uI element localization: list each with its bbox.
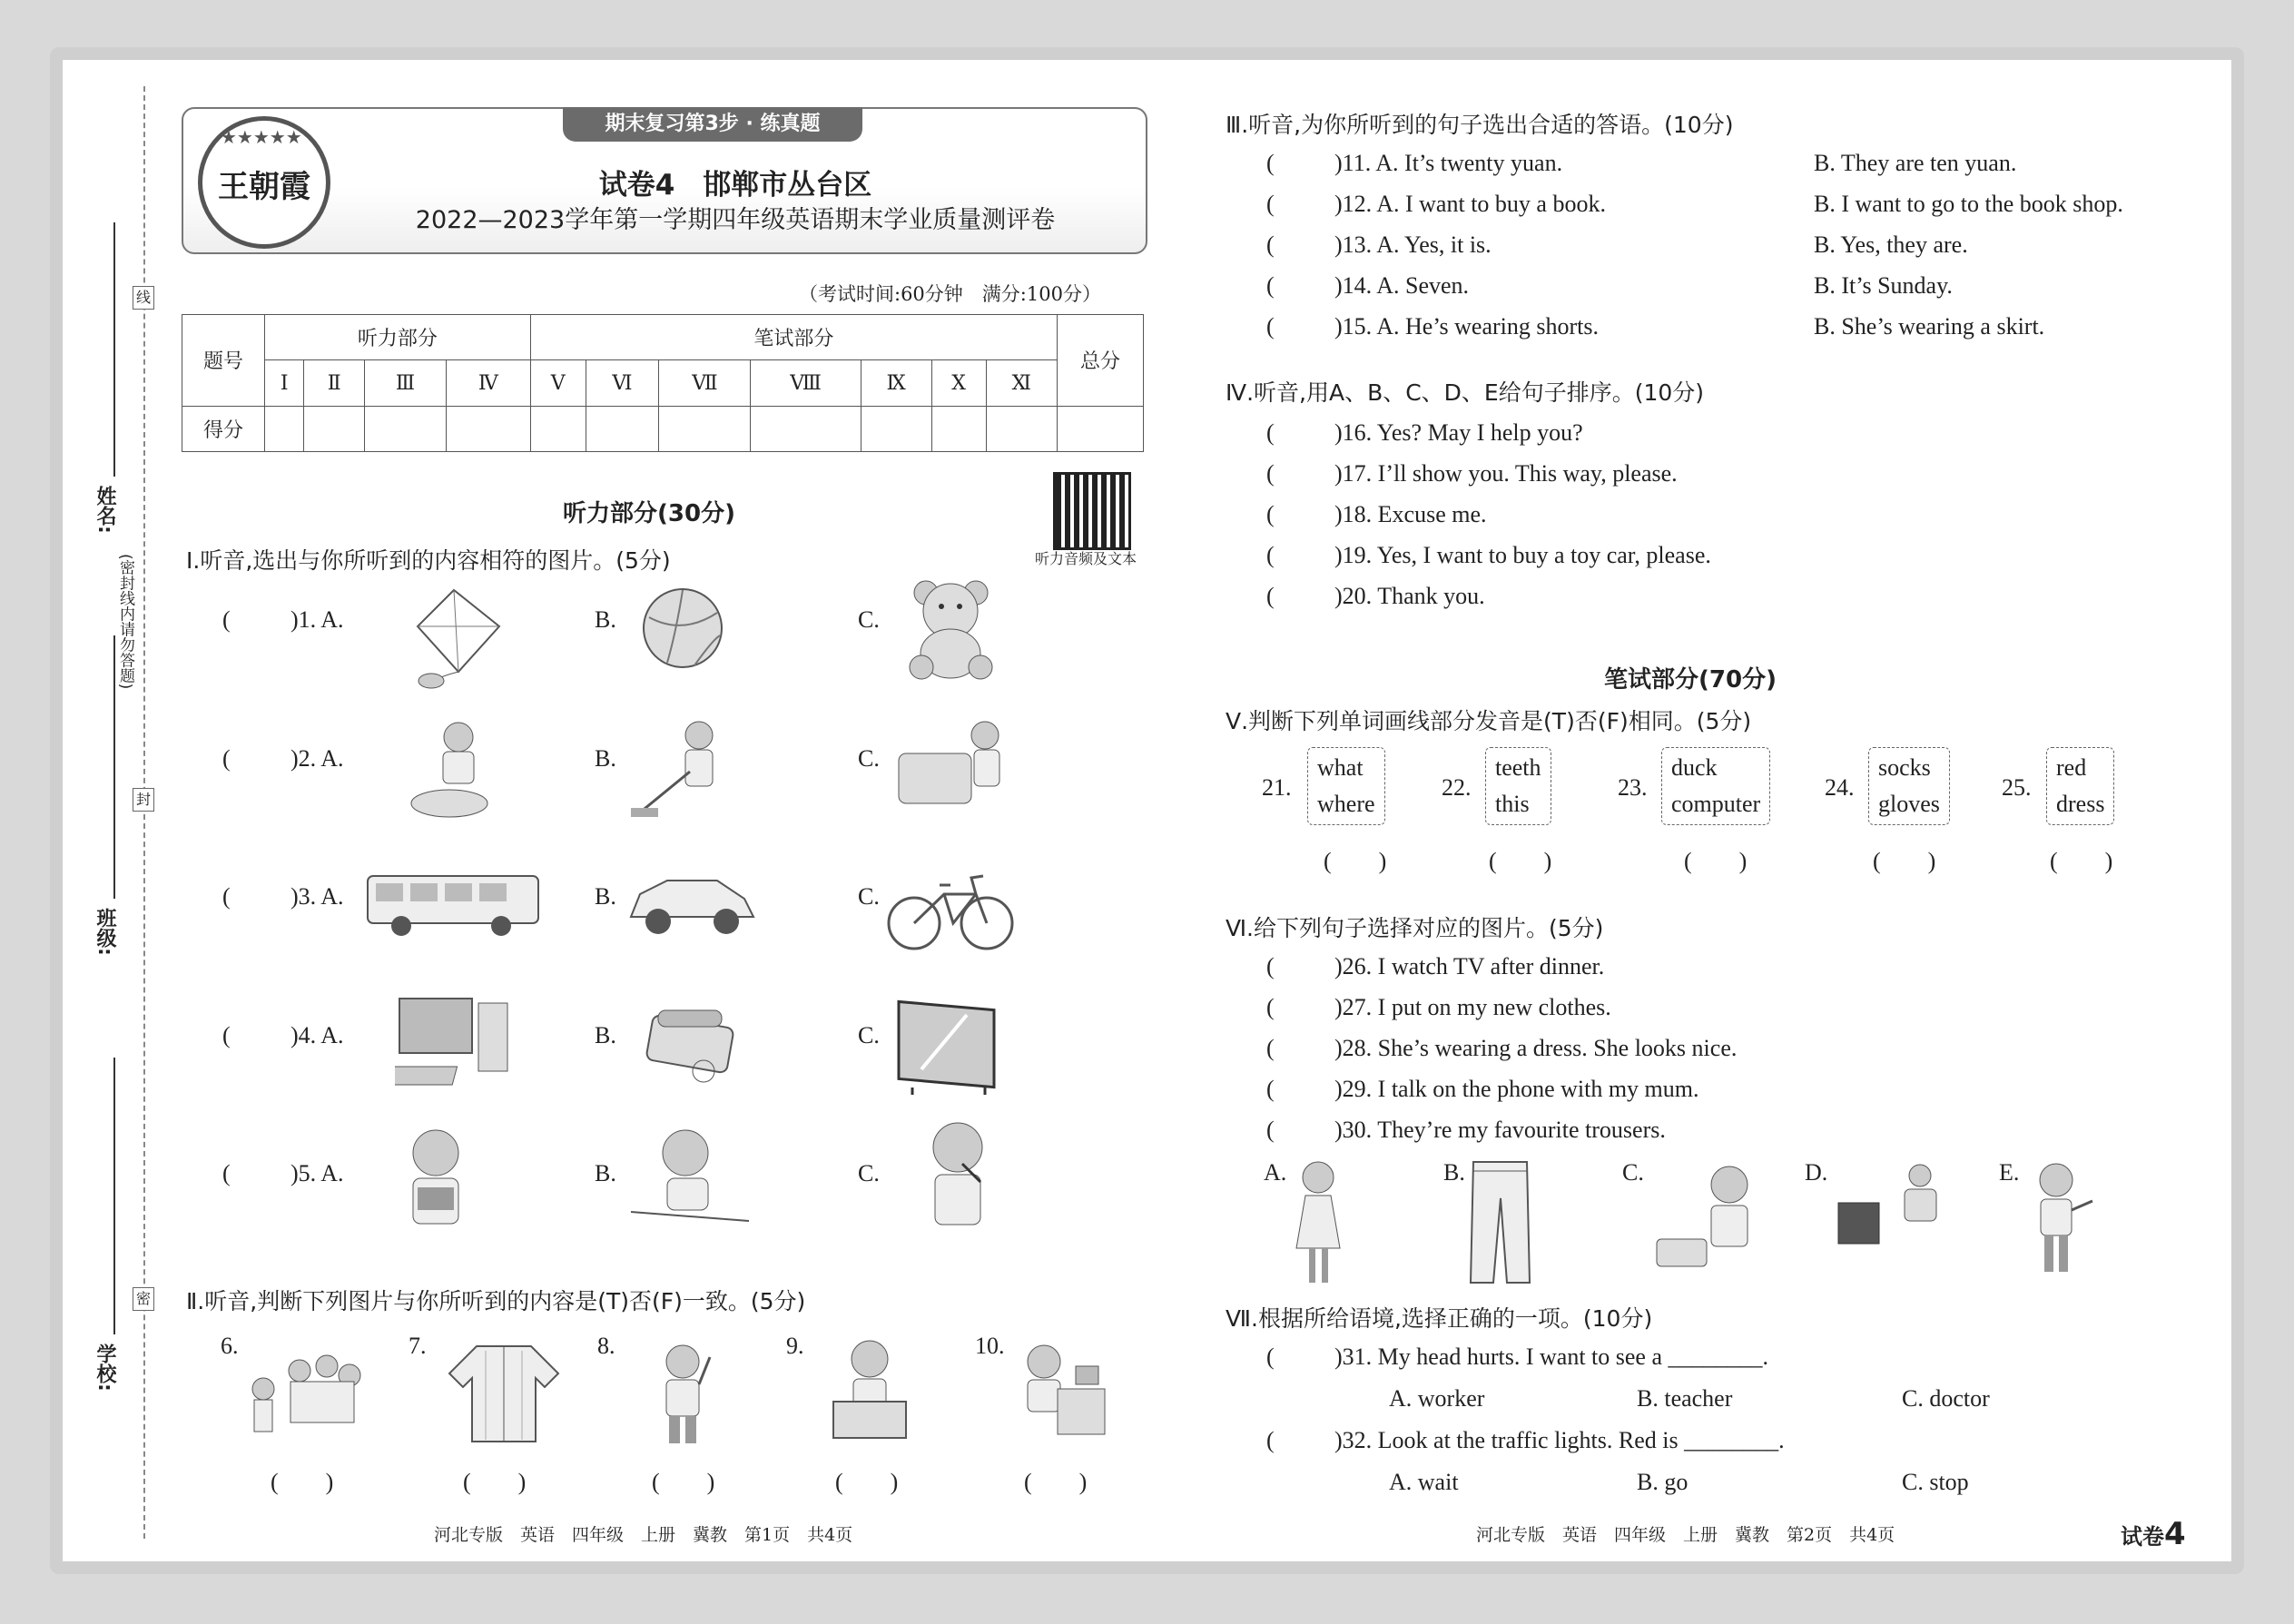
part5-title: Ⅴ.判断下列单词画线部分发音是(T)否(F)相同。(5分)	[1226, 708, 1752, 734]
kids-playing-icon[interactable]	[245, 1343, 368, 1443]
q24-word1: socks	[1878, 754, 1931, 781]
q32: )32. Look at the traffic lights. Red is ________.	[1334, 1427, 1785, 1453]
q15-option-b: B. She’s wearing a skirt.	[1814, 313, 2045, 340]
option-c-label: C.	[858, 745, 880, 772]
answer-paren[interactable]: (	[1266, 272, 1275, 299]
q22-paren[interactable]: ( )	[1489, 848, 1552, 874]
q11-option-b: B. They are ten yuan.	[1814, 150, 2017, 176]
class-field[interactable]	[113, 635, 115, 899]
q12-option-b: B. I want to go to the book shop.	[1814, 191, 2123, 217]
q25-word1: red	[2056, 754, 2087, 781]
answer-paren[interactable]: (	[222, 1022, 231, 1048]
answer-paren[interactable]: (	[1266, 1035, 1275, 1061]
label-score: 得分	[182, 406, 265, 451]
q24-number: 24.	[1825, 774, 1855, 801]
girl-writing-icon[interactable]	[626, 1126, 753, 1230]
q15: )15. A. He’s wearing shorts.	[1334, 313, 1600, 340]
q24-paren[interactable]: ( )	[1873, 848, 1936, 874]
label-writing: 笔试部分	[530, 315, 1057, 360]
volleyball-icon[interactable]	[640, 586, 726, 672]
teacher-at-desk-icon[interactable]	[1017, 1339, 1108, 1443]
item-9-number: 9.	[786, 1333, 804, 1359]
answer-paren[interactable]: (	[1266, 313, 1275, 340]
question-number: )4. A.	[290, 1022, 344, 1048]
q16: )16. Yes? May I help you?	[1334, 419, 1583, 446]
name-field[interactable]	[113, 222, 115, 477]
q22-word1: teeth	[1495, 754, 1541, 781]
q23-paren[interactable]: ( )	[1684, 848, 1748, 874]
q18: )18. Excuse me.	[1334, 501, 1487, 527]
numeral-5: Ⅴ	[530, 360, 586, 406]
option-c-label: C.	[858, 1160, 880, 1186]
numeral-3: Ⅲ	[365, 360, 447, 406]
q14-option-b: B. It’s Sunday.	[1814, 272, 1953, 299]
q23-words	[1661, 747, 1770, 825]
q14: )14. A. Seven.	[1334, 272, 1470, 299]
wash-clothes-icon[interactable]	[409, 717, 499, 822]
numeral-2: Ⅱ	[304, 360, 365, 406]
answer-paren[interactable]: (	[1266, 501, 1275, 527]
part4-title: Ⅳ.听音,用A、B、C、D、E给句子排序。(10分)	[1226, 379, 1705, 406]
paper-title: 试卷4 邯郸市丛台区	[598, 169, 872, 202]
option-e-label: E.	[1999, 1159, 2020, 1186]
answer-paren[interactable]: (	[1266, 994, 1275, 1020]
side-mark-xian: 线	[133, 286, 154, 310]
label-listening: 听力部分	[265, 315, 531, 360]
brand-logo	[198, 116, 330, 249]
answer-paren[interactable]: (	[1266, 231, 1275, 258]
option-b-label-vi: B.	[1443, 1159, 1465, 1186]
phone-icon[interactable]	[640, 1003, 740, 1085]
school-label: 学校:	[94, 1343, 116, 1392]
part3-title: Ⅲ.听音,为你所听到的句子选出合适的答语。(10分)	[1226, 112, 1734, 138]
answer-paren[interactable]: (	[1266, 583, 1275, 609]
answer-paren[interactable]: (	[222, 745, 231, 772]
q13-option-b: B. Yes, they are.	[1814, 231, 1968, 258]
option-c-label-vi: C.	[1622, 1159, 1644, 1186]
seal-note: (密封线内请勿答题)	[116, 554, 134, 690]
paper-number-value: 4	[2164, 1516, 2186, 1552]
q32-option-a[interactable]: A. wait	[1389, 1469, 1459, 1495]
bike-icon[interactable]	[885, 867, 1017, 953]
option-b-label: B.	[595, 1160, 616, 1186]
numeral-9: Ⅸ	[861, 360, 931, 406]
item-7-paren[interactable]: ( )	[463, 1469, 527, 1495]
school-field[interactable]	[113, 1058, 115, 1334]
item-10-number: 10.	[975, 1333, 1005, 1359]
question-number: )2. A.	[290, 745, 344, 772]
q32-option-b[interactable]: B. go	[1637, 1469, 1689, 1495]
q12: )12. A. I want to buy a book.	[1334, 191, 1606, 217]
option-b-label: B.	[595, 883, 616, 910]
exam-info: （考试时间:60分钟 满分:100分）	[799, 283, 1101, 305]
footer-left: 河北专版 英语 四年级 上册 冀教 第1页 共4页	[434, 1525, 853, 1545]
q23-word2: computer	[1671, 791, 1761, 817]
score-cell[interactable]	[446, 406, 530, 451]
make-bed-icon[interactable]	[894, 717, 1008, 817]
item-6-paren[interactable]: ( )	[271, 1469, 334, 1495]
boy-brushing-teeth-icon[interactable]	[917, 1118, 999, 1236]
item-8-number: 8.	[597, 1333, 615, 1359]
item-6-number: 6.	[221, 1333, 239, 1359]
numeral-4: Ⅳ	[446, 360, 530, 406]
option-d-label: D.	[1805, 1159, 1828, 1186]
answer-paren[interactable]: (	[222, 883, 231, 910]
item-7-number: 7.	[409, 1333, 427, 1359]
answer-paren[interactable]: (	[1266, 460, 1275, 487]
numeral-1: Ⅰ	[265, 360, 304, 406]
numeral-8: Ⅷ	[751, 360, 861, 406]
sweep-floor-icon[interactable]	[626, 717, 731, 826]
q23-word1: duck	[1671, 754, 1718, 781]
paper-subtitle: 2022—2023学年第一学期四年级英语期末学业质量测评卷	[415, 206, 1056, 234]
logo-name: 王朝霞	[218, 169, 310, 205]
qr-label: 听力音频及文本	[1035, 550, 1137, 567]
q24-word2: gloves	[1878, 791, 1940, 817]
q32-option-c[interactable]: C. stop	[1902, 1469, 1969, 1495]
q13: )13. A. Yes, it is.	[1334, 231, 1492, 258]
answer-paren[interactable]: (	[1266, 542, 1275, 568]
option-a-label: A.	[1264, 1159, 1287, 1186]
numeral-7: Ⅶ	[659, 360, 751, 406]
q25-words	[2046, 747, 2114, 825]
computer-icon[interactable]	[395, 994, 513, 1094]
option-b-label: B.	[595, 606, 616, 633]
numeral-6: Ⅵ	[586, 360, 659, 406]
score-cell[interactable]	[659, 406, 751, 451]
answer-paren[interactable]: (	[1266, 1343, 1275, 1370]
score-cell[interactable]	[586, 406, 659, 451]
part7-title: Ⅶ.根据所给语境,选择正确的一项。(10分)	[1226, 1305, 1653, 1332]
q21-number: 21.	[1262, 774, 1292, 801]
q23-number: 23.	[1618, 774, 1648, 801]
item-9-paren[interactable]: ( )	[835, 1469, 899, 1495]
trousers-icon[interactable]	[1466, 1157, 1534, 1289]
score-table	[182, 314, 1144, 452]
qr-code-icon[interactable]	[1053, 472, 1131, 550]
score-cell[interactable]	[530, 406, 586, 451]
paper-number-label: 试卷	[2121, 1524, 2164, 1550]
q21-word1: what	[1317, 754, 1364, 781]
q25-word2: dress	[2056, 791, 2105, 817]
footer-right: 河北专版 英语 四年级 上册 冀教 第2页 共4页	[1476, 1525, 1895, 1545]
question-number: )5. A.	[290, 1160, 344, 1186]
girl-on-phone-icon[interactable]	[1652, 1162, 1761, 1271]
name-label: 姓名:	[94, 486, 116, 534]
score-cell[interactable]	[861, 406, 931, 451]
answer-paren[interactable]: (	[222, 1160, 231, 1186]
q21-word2: where	[1317, 791, 1375, 817]
boy-on-box-icon[interactable]	[824, 1336, 915, 1445]
option-b-label: B.	[595, 745, 616, 772]
listening-title: 听力部分(30分)	[563, 500, 735, 527]
q28: )28. She’s wearing a dress. She looks nice.	[1334, 1035, 1738, 1061]
score-cell[interactable]	[1058, 406, 1144, 451]
q19: )19. Yes, I want to buy a toy car, please.	[1334, 542, 1711, 568]
option-b-label: B.	[595, 1022, 616, 1048]
boy-waving-icon[interactable]	[646, 1339, 714, 1448]
q25-paren[interactable]: ( )	[2050, 848, 2113, 874]
q11: )11. A. It’s twenty yuan.	[1334, 150, 1563, 176]
item-8-paren[interactable]: ( )	[652, 1469, 715, 1495]
q27: )27. I put on my new clothes.	[1334, 994, 1611, 1020]
q31-option-b[interactable]: B. teacher	[1637, 1385, 1733, 1412]
q30: )30. They’re my favourite trousers.	[1334, 1117, 1666, 1143]
girl-dressing-icon[interactable]	[2024, 1160, 2097, 1278]
car-icon[interactable]	[626, 871, 758, 944]
teddy-bear-icon[interactable]	[899, 576, 1003, 681]
score-cell[interactable]	[365, 406, 447, 451]
answer-paren[interactable]: (	[1266, 191, 1275, 217]
answer-paren[interactable]: (	[222, 606, 231, 633]
question-number: )1. A.	[290, 606, 344, 633]
tv-icon[interactable]	[894, 997, 1008, 1097]
q31-option-a[interactable]: A. worker	[1389, 1385, 1485, 1412]
score-cell[interactable]	[986, 406, 1057, 451]
q29: )29. I talk on the phone with my mum.	[1334, 1076, 1699, 1102]
q22-number: 22.	[1442, 774, 1472, 801]
option-c-label: C.	[858, 1022, 880, 1048]
part2-title: Ⅱ.听音,判断下列图片与你所听到的内容是(T)否(F)一致。(5分)	[186, 1288, 806, 1314]
side-mark-feng: 封	[133, 788, 154, 812]
answer-paren[interactable]: (	[1266, 953, 1275, 979]
answer-paren[interactable]: (	[1266, 1427, 1275, 1453]
class-label: 班级:	[94, 908, 116, 956]
score-cell[interactable]	[265, 406, 304, 451]
answer-paren[interactable]: (	[1266, 1076, 1275, 1102]
q31: )31. My head hurts. I want to see a ________.	[1334, 1343, 1769, 1370]
stars-icon: ★★★★★	[221, 126, 302, 148]
q26: )26. I watch TV after dinner.	[1334, 953, 1605, 979]
q24-words	[1868, 747, 1950, 825]
shirt-icon[interactable]	[445, 1342, 563, 1446]
bus-icon[interactable]	[365, 871, 542, 940]
score-cell[interactable]	[751, 406, 861, 451]
question-number: )3. A.	[290, 883, 344, 910]
girl-reading-icon[interactable]	[399, 1126, 472, 1230]
girl-in-dress-icon[interactable]	[1289, 1157, 1348, 1289]
part6-title: Ⅵ.给下列句子选择对应的图片。(5分)	[1226, 915, 1604, 941]
part1-title: Ⅰ.听音,选出与你所听到的内容相符的图片。(5分)	[186, 547, 671, 574]
q21-words	[1307, 747, 1385, 825]
q20: )20. Thank you.	[1334, 583, 1485, 609]
answer-paren[interactable]: (	[1266, 419, 1275, 446]
q25-number: 25.	[2002, 774, 2032, 801]
q31-option-c[interactable]: C. doctor	[1902, 1385, 1990, 1412]
watching-tv-icon[interactable]	[1834, 1157, 1943, 1257]
score-cell[interactable]	[304, 406, 365, 451]
score-cell[interactable]	[931, 406, 986, 451]
kite-icon[interactable]	[409, 586, 508, 690]
q22-word2: this	[1495, 791, 1530, 817]
answer-paren[interactable]: (	[1266, 150, 1275, 176]
item-10-paren[interactable]: ( )	[1024, 1469, 1088, 1495]
q21-paren[interactable]: ( )	[1324, 848, 1387, 874]
option-c-label: C.	[858, 606, 880, 633]
side-mark-mi: 密	[133, 1287, 154, 1311]
paper-number	[2121, 1516, 2186, 1552]
step-badge: 期末复习第3步 · 练真题	[563, 107, 862, 142]
label-total: 总分	[1058, 315, 1144, 407]
writing-title: 笔试部分(70分)	[1604, 666, 1777, 694]
label-question-no: 题号	[182, 315, 265, 407]
numeral-10: Ⅹ	[931, 360, 986, 406]
option-c-label: C.	[858, 883, 880, 910]
q17: )17. I’ll show you. This way, please.	[1334, 460, 1678, 487]
q22-words	[1485, 747, 1551, 825]
answer-paren[interactable]: (	[1266, 1117, 1275, 1143]
numeral-11: Ⅺ	[986, 360, 1057, 406]
